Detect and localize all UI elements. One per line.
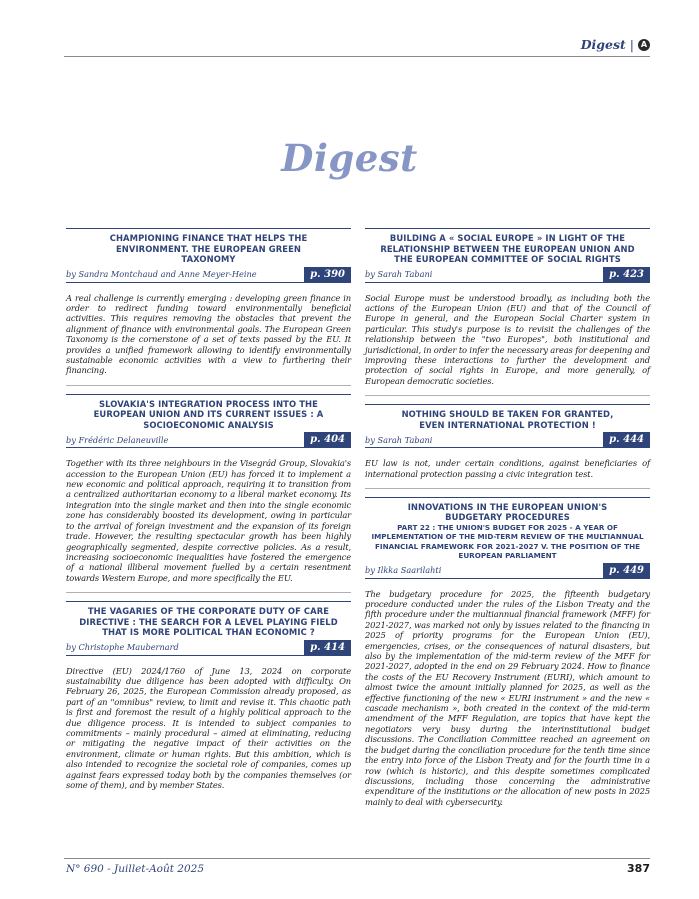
article-header [365, 228, 650, 283]
page-title: Digest [281, 136, 418, 180]
article-title: THE VAGARIES OF THE CORPORATE DUTY OF CARE DIRECTIVE : THE SEARCH FOR A LEVEL PLAYING FIELD THAT IS MORE POLITICAL THAN ECONOMIC ? [79, 606, 338, 638]
article-author: by Sandra Montchaud and Anne Meyer-Heine [66, 269, 257, 279]
left-column [66, 228, 351, 808]
article-byline-row [66, 267, 351, 283]
article [365, 228, 650, 396]
article-title: CHAMPIONING FINANCE THAT HELPS THE ENVIRONMENT. THE EUROPEAN GREEN TAXONOMY [109, 233, 308, 264]
header-rule [64, 56, 650, 57]
article-title: SLOVAKIA'S INTEGRATION PROCESS INTO THE EUROPEAN UNION AND ITS CURRENT ISSUES : A SOCIOECONOMIC ANALYSIS [93, 398, 324, 430]
article-title: BUILDING A « SOCIAL EUROPE » IN LIGHT OF THE RELATIONSHIP BETWEEN THE EUROPEAN UNION AND THE EUROPEAN COMMITTEE OF SOCIAL RIGHTS [380, 233, 635, 264]
article-byline-row [365, 563, 650, 579]
running-header [581, 37, 650, 52]
article-abstract: Social Europe must be understood broadly, as including both the actions of the European Union (EU) and that of the Council of Europe in general, and the European Social Charter system in particular. This study's purpose is to revisit the challenges of the relationship between the "two Europes", both institutional and jurisdictional, in order to infer the necessary areas for deepening and improving these interactions to further the development and protection of social rights in Europe, and more generally, of European democratic societies. [365, 293, 650, 397]
article-subtitle: PART 22 : THE UNION'S BUDGET FOR 2025 - A YEAR OF IMPLEMENTATION OF THE MID-TERM REVIEW OF THE MULTIANNUAL FINANCIAL FRAMEWORK FOR 2021-2027 V. THE POSITION OF THE EUROPEAN PARLIAMENT [371, 522, 644, 561]
footer-rule [64, 858, 650, 859]
article-header [365, 497, 650, 579]
article-page-link[interactable]: p. 414 [304, 640, 351, 655]
article-header [66, 601, 351, 656]
article-abstract: The budgetary procedure for 2025, the fifteenth budgetary procedure conducted under the rules of the Lisbon Treaty and the fifth procedure under the multiannual financial framework (MFF) for 2021-2027, was marked not only by issues related to the financing in 2025 of priority programs for the European Union (EU), emergencies, crises, or the consequences of natural disasters, but also by the implementation of the mid-term review of the MFF for 2021-2027, adopted in the end on 29 February 2024. How to finance the costs of the EU Recovery Instrument (EURI), which amount to almost twice the amount initially planned for 2025, as well as the effective functioning of the new « EURI instrument » and the new « cascade mechanism », both created in the context of the mid-term amendment of the MFF Regulation, are topics that have kept the negotiators very busy during the interinstitutional budget discussions. The Conciliation Committee reached an agreement on the budget during the conciliation procedure for the tenth time since the entry into force of the Lisbon Treaty and for the fourth time in a row (which is historic), and this despite sometimes complicated discussions, including those concerning the administrative expenditure of the institutions or the allocation of new posts in 2025 mainly to deal with cybersecurity. [365, 588, 650, 807]
right-column [365, 228, 650, 824]
article-page-link[interactable]: p. 404 [304, 432, 351, 447]
article-author: by Ilkka Saarilahti [365, 565, 442, 576]
article-page-link[interactable]: p. 444 [603, 432, 650, 447]
article-title: INNOVATIONS IN THE EUROPEAN UNION'S BUDGETARY PROCEDURES [407, 501, 608, 523]
page-number: 387 [627, 862, 650, 875]
article-author: by Sarah Tabani [365, 269, 433, 279]
article-author: by Frédéric Delaneuville [66, 434, 169, 445]
article-byline-row [365, 267, 650, 283]
article-abstract: Directive (EU) 2024/1760 of June 13, 2024 on corporate sustainability due diligence has been adopted with difficulty. On February 26, 2025, the European Commission already proposed, as part of an "omnibus" review, to limit and revise it. This chaotic path is first and foremost the result of a highly political approach to the due diligence process. It is intended to subject companies to commitments – mainly procedural – aimed at eliminating, reducing or mitigating the negative impact of their activities on the environment, climate or human rights. But this ambition, which is also intended to recognize the societal role of companies, comes up against fears expressed today both by the companies themselves (or some of them), and by member States. [66, 665, 351, 791]
article-page-link[interactable]: p. 449 [603, 563, 650, 578]
article-abstract: EU law is not, under certain conditions, against beneficiaries of international protection passing a civic integration test. [365, 458, 650, 489]
article [365, 497, 650, 816]
running-header-separator: | [629, 37, 634, 52]
article-author: by Sarah Tabani [365, 434, 433, 445]
article [66, 394, 351, 593]
article-byline-row [66, 432, 351, 448]
article [66, 228, 351, 386]
article-abstract: A real challenge is currently emerging : developing green finance in order to redirect funding toward environmentally beneficial activities. This requires removing the obstacles that prevent the alignment of finance with environmental goals. The European Green Taxonomy is the cornerstone of a set of texts passed by the EU. It provides a unified framework allowing to identify environmentally sustainable economic activities with a view to furthering their financing. [66, 293, 351, 386]
article-title: NOTHING SHOULD BE TAKEN FOR GRANTED, EVEN INTERNATIONAL PROTECTION ! [401, 409, 614, 430]
article [365, 404, 650, 489]
article-header [66, 394, 351, 449]
article-byline-row [365, 432, 650, 448]
article-page-link[interactable]: p. 390 [304, 267, 351, 282]
issue-info: N° 690 - Juillet-Août 2025 [66, 863, 205, 875]
article [66, 601, 351, 799]
article-header [66, 228, 351, 283]
section-badge-icon: A [638, 39, 650, 51]
article-header [365, 404, 650, 448]
article-author: by Christophe Maubernard [66, 642, 179, 653]
article-byline-row [66, 640, 351, 656]
article-page-link[interactable]: p. 423 [603, 267, 650, 282]
article-abstract: Together with its three neighbours in the Visegrád Group, Slovakia's accession to the European Union (EU) has forced it to implement a new economic and political approach, requiring it to transition from a centralized authoritarian economy to a liberal market economy. Its integration into the single market and then into the single economic zone has considerably boosted its development, owing in particular to the arrival of foreign investment and the expansion of its foreign trade. However, the resulting spectacular growth has been highly geographically segmented, despite corrective policies. As a result, increasing socioeconomic inequalities have fostered the emergence of a national illiberal movement fuelled by a certain resentment towards Western Europe, and more specifically the EU. [66, 458, 351, 593]
running-header-section: Digest [580, 37, 626, 52]
